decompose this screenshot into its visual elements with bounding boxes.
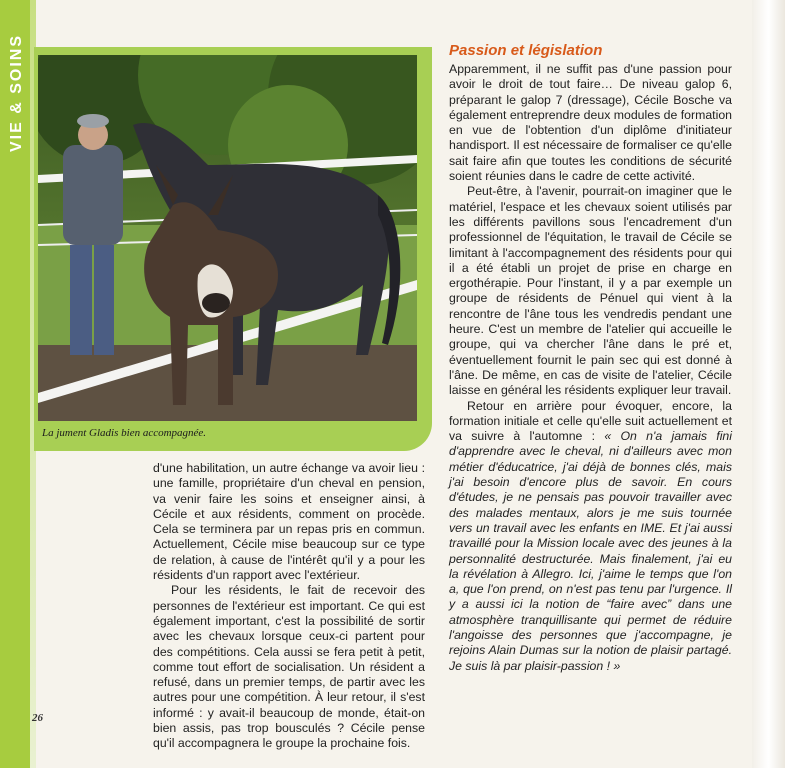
section-tab: [2, 8, 28, 168]
right-paragraph-1: Apparemment, il ne suffit pas d'une passion pour avoir le droit de tout faire… De niveau galop 6, préparant le galop 7 (dressage), Cécile Bosche va également entreprendre deux modules de formation en vue de l'obtention d'un diplôme d'initiateur handisport. Il est nécessaire de formaliser ce qu'elle sait faire afin que toutes les conditions de sécurité soient réunies dans le cadre de cette activité.: [449, 62, 733, 184]
photo-illustration: [38, 55, 417, 421]
page-number: 26: [32, 712, 43, 724]
left-article-column: [153, 461, 425, 752]
section-heading: Passion et législation: [449, 42, 603, 59]
right-paragraph-3-quote: « On n'a jamais fini d'apprendre avec le cheval, ni d'ailleurs avec mon métier d'éducatrice, j'ai déjà de bonnes clés, mais j'ai besoin d'encore plus de savoir. En cours d'études, je ne pensais pas pouvoir travailler avec des malades mentaux, alors je me suis tournée vers un travail avec les enfants en IME. Et j'ai aussi travaillé pour la Mission locale avec des jeunes à la personnalité destructurée. Mais finalement, j'ai eu la révélation à Allegro. Ici, j'aime le temps que l'on a, que l'on prend, on n'est pas tenu par l'urgence. Il y a aussi ici la notion de “faire avec” dans une atmosphère tranquillisante qui permet de réduire l'angoisse des personnes que j'accompagne, je rejoins Alain Dumas sur la notion de plaisir partagé. Je suis là par plaisir-passion ! »: [449, 429, 732, 673]
right-paragraph-2: Peut-être, à l'avenir, pourrait-on imaginer que le matériel, l'espace et les chevaux soient utilisés par les différents pavillons sous l'encadrement d'un professionnel de l'équitation, le travail de Cécile se limitant à l'accompagnement des résidents pour qui il a été établi un projet de prise en charge en ergothérapie. Pour l'instant, il y a par exemple un groupe de résidents de Pénuel qui vient à la rencontre de l'âne tous les vendredis pendant une heure. C'est un membre de l'atelier qui accueille le groupe, qui va chercher l'âne dans le pré et, éventuellement fournit le pain sec qui est donné à l'âne. De même, en cas de visite de l'atelier, Cécile laisse en général les résidents expliquer leur travail.: [449, 184, 732, 398]
photo-caption: La jument Gladis bien accompagnée.: [42, 427, 207, 439]
right-paragraph-3: [449, 399, 732, 674]
left-paragraph-1: d'une habilitation, un autre échange va avoir lieu : une famille, propriétaire d'un cheval en pension, va venir faire les soins et enseigner ainsi, à Cécile et aux résidents, comment on procède. Cela se terminera par un repas pris en commun. Actuellement, Cécile mise beaucoup sur ce type de relation, à cause de l'intérêt qu'il y a pour les résidents d'un rapport avec l'extérieur.: [153, 461, 425, 583]
left-paragraph-2: Pour les résidents, le fait de recevoir des personnes de l'extérieur est important. Ce qui est également important, c'est la possibilité de sortir avec les chevaux lorsque ceux-ci partent pour des compétitions. Cela aussi se fera petit à petit, comme tout effort de socialisation. Un résident a refusé, dans un premier temps, de partir avec les autres pour une compétition. À leur retour, il s'est informé : y avait-il beaucoup de monde, était-on bien assis, pas trop bousculés ? Cécile pense qu'il accompagnera le groupe la prochaine fois.: [153, 583, 425, 751]
page-gutter: [752, 0, 785, 768]
right-paragraph-3-intro: Retour en arrière pour évoquer, encore, la formation initiale et celle qu'elle suit actuellement et va suivre à l'automne :: [449, 398, 732, 444]
right-article-column: [449, 62, 732, 674]
section-label: VIE & SOINS: [8, 33, 25, 152]
photo-horse-donkey: [38, 55, 417, 421]
